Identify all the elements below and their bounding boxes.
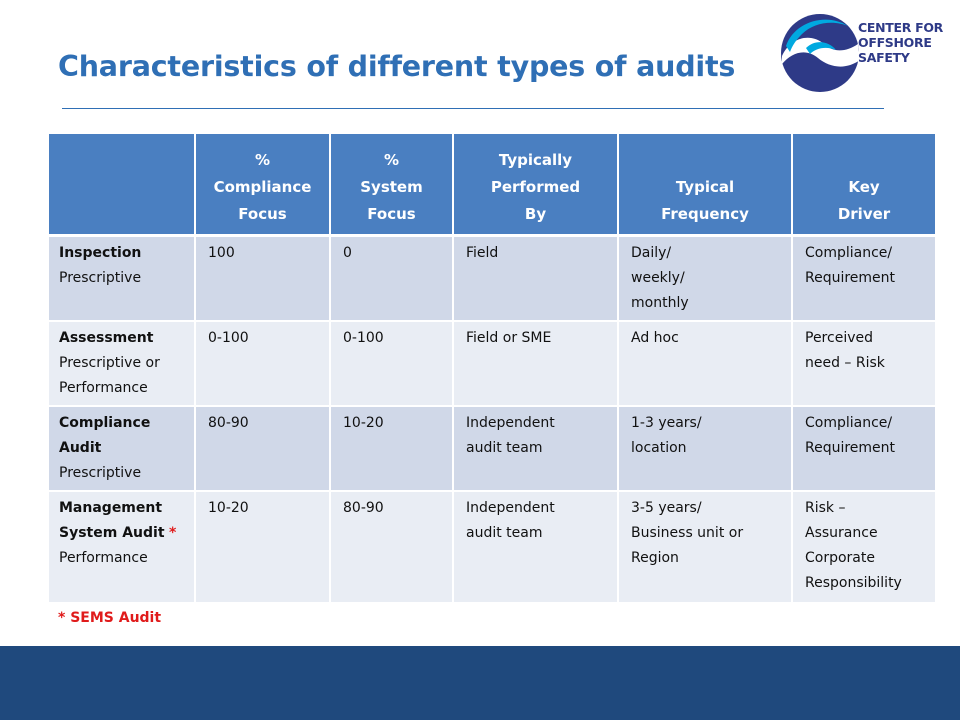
sems-footnote: * SEMS Audit (58, 610, 162, 626)
key-driver-cell: Compliance/ Requirement (792, 406, 936, 491)
key-driver-cell: Compliance/ Requirement (792, 236, 936, 322)
system-focus-cell: 80-90 (330, 491, 453, 603)
header-cell-system-focus: % System Focus (330, 134, 453, 236)
compliance-focus-cell: 100 (195, 236, 330, 322)
table-row (48, 236, 936, 322)
header-cell-performed-by: Typically Performed By (453, 134, 618, 236)
row-label-cell: Compliance Audit Prescriptive (48, 406, 195, 491)
table-row (48, 491, 936, 603)
frequency-cell: Ad hoc (618, 321, 792, 406)
row-label-cell: Assessment Prescriptive or Performance (48, 321, 195, 406)
frequency-cell: 1-3 years/ location (618, 406, 792, 491)
system-focus-cell: 0 (330, 236, 453, 322)
header-cell-type (48, 134, 195, 236)
logo-line: SAFETY (858, 50, 910, 65)
frequency-cell: Daily/ weekly/ monthly (618, 236, 792, 322)
title-divider (62, 108, 884, 109)
frequency-cell: 3-5 years/ Business unit or Region (618, 491, 792, 603)
table-row (48, 406, 936, 491)
table-row (48, 321, 936, 406)
logo-wordmark (858, 20, 958, 65)
key-driver-cell: Perceived need – Risk (792, 321, 936, 406)
page-title: Characteristics of different types of audits (58, 50, 736, 83)
row-label-cell: Inspection Prescriptive (48, 236, 195, 322)
compliance-focus-cell: 80-90 (195, 406, 330, 491)
performed-by-cell: Field or SME (453, 321, 618, 406)
header-cell-frequency: Typical Frequency (618, 134, 792, 236)
system-focus-cell: 10-20 (330, 406, 453, 491)
audit-characteristics-table (47, 134, 937, 604)
compliance-focus-cell: 10-20 (195, 491, 330, 603)
performed-by-cell: Field (453, 236, 618, 322)
sems-asterisk: * (168, 525, 177, 541)
compliance-focus-cell: 0-100 (195, 321, 330, 406)
header-cell-key-driver: Key Driver (792, 134, 936, 236)
footer-band (0, 646, 960, 720)
row-label-cell: Management System Audit * Performance (48, 491, 195, 603)
logo-line: CENTER FOR (858, 20, 944, 35)
logo-line: OFFSHORE (858, 35, 932, 50)
key-driver-cell: Risk – Assurance Corporate Responsibility (792, 491, 936, 603)
system-focus-cell: 0-100 (330, 321, 453, 406)
table-header-row (48, 134, 936, 236)
header-cell-compliance-focus: % Compliance Focus (195, 134, 330, 236)
performed-by-cell: Independent audit team (453, 491, 618, 603)
performed-by-cell: Independent audit team (453, 406, 618, 491)
